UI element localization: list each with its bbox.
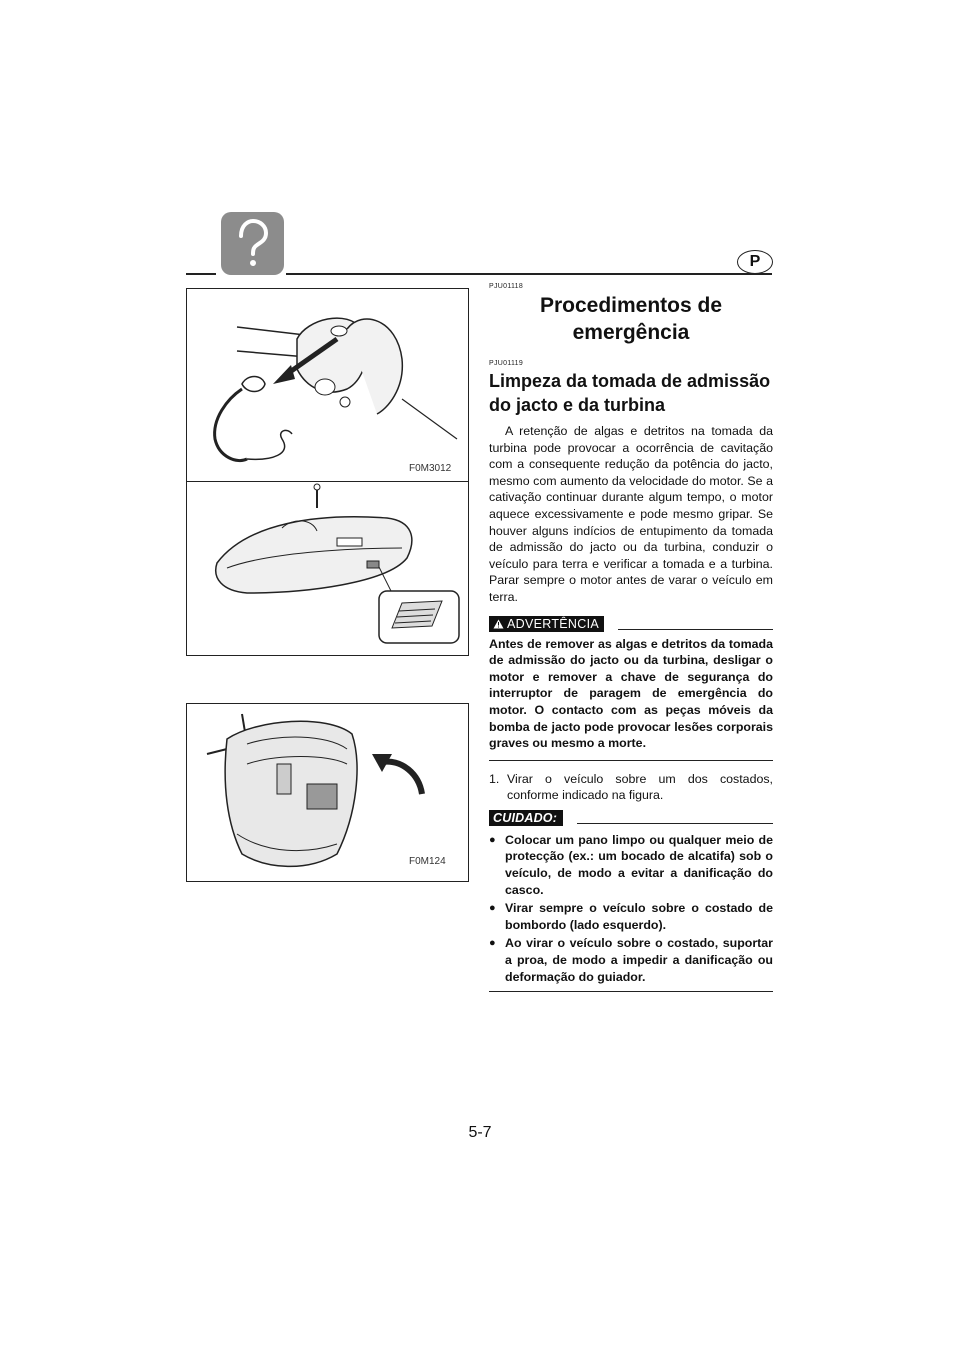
bullet-icon: ● (489, 833, 496, 846)
question-mark-icon (221, 212, 284, 275)
caution-header (489, 810, 773, 826)
caution-rule (577, 823, 773, 824)
step-text: Virar o veículo sobre um dos costados, conforme indicado na figura. (507, 771, 773, 803)
step-item (489, 771, 773, 804)
figure-code: F0M124 (409, 856, 446, 867)
figure-lanyard-and-intake (186, 288, 469, 656)
figure-divider (187, 481, 468, 482)
chapter-title: Procedimentos de emergência (539, 294, 723, 344)
page-number: 5-7 (468, 1124, 492, 1141)
header-rule-right (286, 273, 772, 275)
list-item: ● Colocar um pano limpo ou qualquer meio de protecção (ex.: um bocado de alcatifa) sob o veículo, de modo a evitar a danificação do casco. (489, 832, 773, 897)
lanyard-illustration (187, 289, 467, 479)
warning-end-rule (489, 760, 773, 761)
step-number: 1. (489, 771, 500, 786)
reference-code: PJU01119 (489, 360, 524, 367)
list-item: ● Virar sempre o veículo sobre o costado de bombordo (lado esquerdo). (489, 901, 773, 932)
intake-illustration (187, 483, 467, 653)
warning-rule (618, 629, 773, 630)
bullet-icon: ● (489, 902, 496, 915)
warning-triangle-icon (493, 619, 504, 629)
question-mark-glyph (221, 212, 284, 275)
caution-end-rule (489, 991, 773, 992)
content-column (489, 283, 773, 992)
header-rule-left (186, 273, 216, 275)
language-badge: P (737, 250, 773, 274)
body-paragraph: A retenção de algas e detritos na tomada da turbina pode provocar a ocorrência de cavitação com a consequente redução da potência do jacto, mesmo com aumento da velocidade do motor. Se a cativação continuar durante algum tempo, o motor aquece excessivamente e pode mesmo gripar. Se houver alguns indícios de entupimento da tomada de admissão do jacto ou da turbina, conduzir o veículo para terra e verificar a tomada e a turbina. Parar sempre o motor antes de varar o veículo em terra. (489, 424, 773, 604)
caution-list (489, 832, 773, 985)
overturned-vehicle-illustration (187, 704, 467, 880)
bullet-icon: ● (489, 937, 496, 950)
list-item: ● Ao virar o veículo sobre o costado, suportar a proa, de modo a impedir a danificação ou deformação do guiador. (489, 936, 773, 984)
caution-label: CUIDADO: (489, 810, 563, 826)
figure-overturned-vehicle (186, 703, 469, 882)
warning-label: ADVERTÊNCIA (507, 616, 599, 631)
figure-code: F0M3012 (409, 463, 452, 474)
reference-code: PJU01118 (489, 283, 524, 290)
warning-header (489, 616, 773, 632)
section-title: Limpeza da tomada de admissão do jacto e da turbina (489, 371, 771, 415)
warning-text: Antes de remover as algas e detritos da tomada de admissão do jacto ou da turbina, desligar o motor e remover a chave de segurança do interruptor de paragem de emergência do motor. O contacto com as peças móveis da bomba de jacto pode provocar lesões corporais graves ou mesmo a morte. (489, 636, 773, 751)
warning-badge (489, 616, 604, 632)
